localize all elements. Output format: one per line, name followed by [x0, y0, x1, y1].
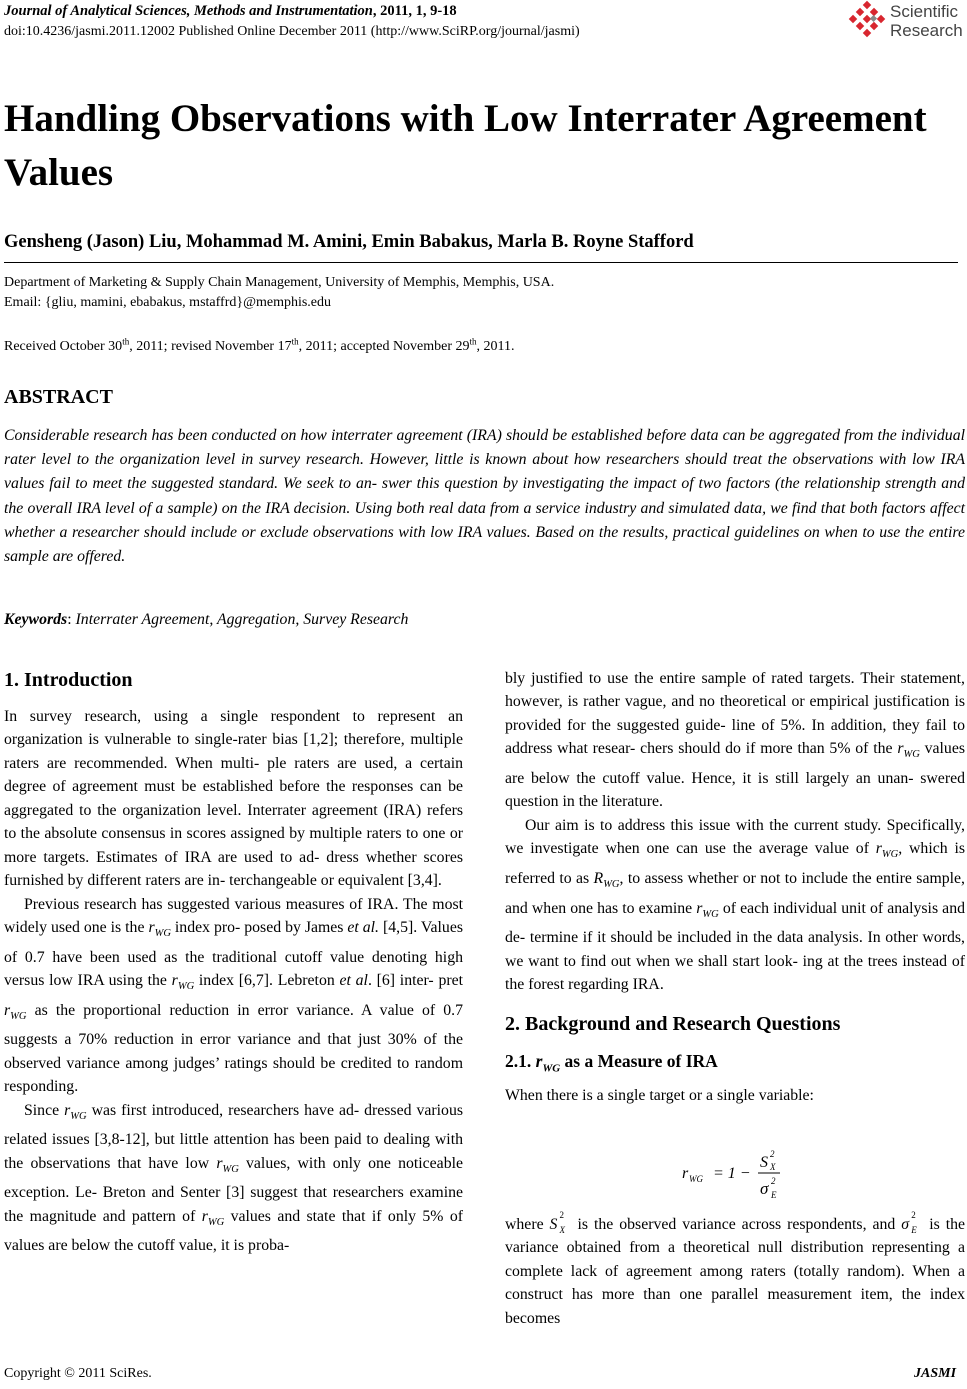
intro-paragraph-2: Previous research has suggested various measures of IRA. The most widely used one is the $r_{WG}$ index pro- posed by James et al. [4,5]. Values of 0.7 have been used as the traditional cutoff value denoting high versus low IRA using the $r_{WG}$ index [6,7]. Lebreton et al. [6] inter- pret $r_{WG}$ as the proportional reduction in error variance. A value of 0.7 suggests a 70% reduction in error variance and that just 30% of the observed variance among judges’ ratings should be credited to random responding.: [4, 895, 463, 1096]
formula-den-sup: 2: [771, 1176, 776, 1186]
affiliation: Department of Marketing & Supply Chain Management, University of Memphis, Memphis, USA.: [4, 275, 555, 290]
subsection-2-1-heading: 2.1. $r_{WG}$ as a Measure of IRA: [505, 1051, 718, 1075]
keywords-values: Interrater Agreement, Aggregation, Survey Research: [75, 611, 409, 628]
formula-num-s: S: [760, 1154, 768, 1171]
keywords-line: [4, 609, 408, 631]
abstract-text: Considerable research has been conducted on how interrater agreement (IRA) should be established before data can be aggregated from the individual rater level to the organization level in survey research. However, little is known about how researchers should treat the observations with low IRA values fail to meet the suggested standard. We seek to an- swer this question by investigating the impact of two factors (the relationship strength and the overall IRA level of a sample) on the IRA decision. Using both real data from a service industry and simulated data, we find that both factors affect whether a researcher should include or exclude observations with low IRA values. Based on the results, practical guidelines on when to use the entire sample are offered.: [4, 427, 965, 566]
logo-line1: Scientific: [890, 2, 959, 21]
section2-intro: [505, 1084, 965, 1107]
received-part: Received October 30: [4, 339, 123, 354]
intro-paragraph-1: In survey research, using a single respondent to represent an organization is vulnerable to single-rater bias [1,2]; therefore, multiple raters are recommended. When multi- ple raters are used, a certain degree of agreement must be established before the responses can be aggregated to the organization level. Interrater agreement (IRA) refers to the absolute consensus in scores assigned by multiple raters to one or more targets. Estimates of IRA are used to ad- dress whether scores furnished by different raters are in- terchangeable or equivalent [3,4].: [4, 708, 463, 890]
left-column: [4, 705, 463, 1258]
logo-diamond-icon: [848, 0, 888, 40]
received-dates: [4, 337, 515, 357]
email-line: Email: {gliu, mamini, ebabakus, mstaffrd}@memphis.edu: [4, 295, 332, 310]
doi-line: doi:10.4236/jasmi.2011.12002 Published Online December 2011 (http://www.SciRP.org/journal/jasmi): [4, 24, 580, 39]
abstract-body: [4, 424, 965, 569]
right-column: [505, 667, 965, 997]
accepted-part: , 2011; accepted November 29: [298, 339, 470, 354]
formula-num-sup: 2: [770, 1149, 775, 1159]
formula-svg: [680, 1148, 800, 1204]
keywords-label: Keywords: [4, 611, 68, 628]
intro-paragraph-3: Since $r_{WG}$ was first introduced, researchers have ad- dressed various related issues [3,8-12], but little attention has been paid to dealing with the observations that have low $r_{WG}$ values, with only one noticeable exception. Le- Breton and Senter [3] suggest that researchers examine the magnitude and pattern of $r_{WG}$ values and state that if only 5% of values are below the cutoff value, it is proba-: [4, 1101, 463, 1255]
inline-sx2: S 2 X: [549, 1210, 566, 1235]
variance-definition-text: where S 2 X is the observed variance across respondents, and σ 2 E is the variance obtained from a theoretical null distribution representing a complete lack of agreement among raters (totally random). When a construct has more than one parallel measurement item, the index becomes: [505, 1210, 965, 1327]
section2-definition: [505, 1210, 965, 1330]
journal-citation: [4, 2, 457, 21]
formula-lhs-r: r: [682, 1165, 689, 1182]
ordinal-suffix: th: [469, 336, 477, 347]
revised-part: , 2011; revised November 17: [129, 339, 292, 354]
formula-den-sub: E: [771, 1190, 777, 1200]
journal-volume: , 2011, 1, 9-18: [372, 3, 457, 19]
ordinal-suffix: th: [291, 336, 299, 347]
formula-num-sub: X: [770, 1162, 776, 1172]
formula-den-sigma: σ: [760, 1179, 769, 1198]
formula-eq: = 1 −: [713, 1165, 751, 1182]
section1-heading: 1. Introduction: [4, 669, 133, 691]
logo-text: [890, 2, 963, 40]
logo-line2: Research: [890, 21, 963, 40]
section2-heading: 2. Background and Research Questions: [505, 1013, 841, 1035]
paper-title: Handling Observations with Low Interrater Agreement Values: [4, 97, 927, 194]
scientific-research-logo: [848, 0, 967, 42]
ordinal-suffix: th: [122, 336, 130, 347]
year-part: , 2011.: [476, 339, 515, 354]
title-rule: [4, 262, 958, 263]
single-target-text: When there is a single target or a single variable:: [505, 1087, 814, 1104]
journal-name: Journal of Analytical Sciences, Methods and Instrumentation: [4, 3, 373, 19]
intro-paragraph-4: bly justified to use the entire sample of rated targets. Their statement, however, is rather vague, and no theoretical or empirical justification is provided for the suggested guide- line of 5%. In addition, they fail to address what resear- chers should do if more than 5% of the $r_{WG}$ values are below the cutoff value. Hence, it is still largely an unan- swered question in the literature.: [505, 670, 965, 811]
inline-sigma-e2: σ 2 E: [901, 1210, 917, 1235]
journal-abbreviation: JASMI: [914, 1366, 957, 1381]
formula-lhs-sub: WG: [689, 1174, 703, 1184]
rwg-formula: [680, 1148, 800, 1204]
author-list: Gensheng (Jason) Liu, Mohammad M. Amini, Emin Babakus, Marla B. Royne Stafford: [4, 232, 694, 252]
intro-paragraph-5: Our aim is to address this issue with the current study. Specifically, we investigate when one can use the average value of $r_{WG}$, which is referred to as $R_{WG}$, to assess whether or not to include the entire sample, and when one has to examine $r_{WG}$ of each individual unit of analysis and de- termine if it should be included in the data analysis. In other words, we want to find out when we shall start look- ing at the trees instead of the forest regarding IRA.: [505, 816, 965, 994]
copyright-footer: Copyright © 2011 SciRes.: [4, 1366, 152, 1381]
abstract-heading: ABSTRACT: [4, 386, 113, 408]
keywords-colon: :: [67, 611, 76, 628]
